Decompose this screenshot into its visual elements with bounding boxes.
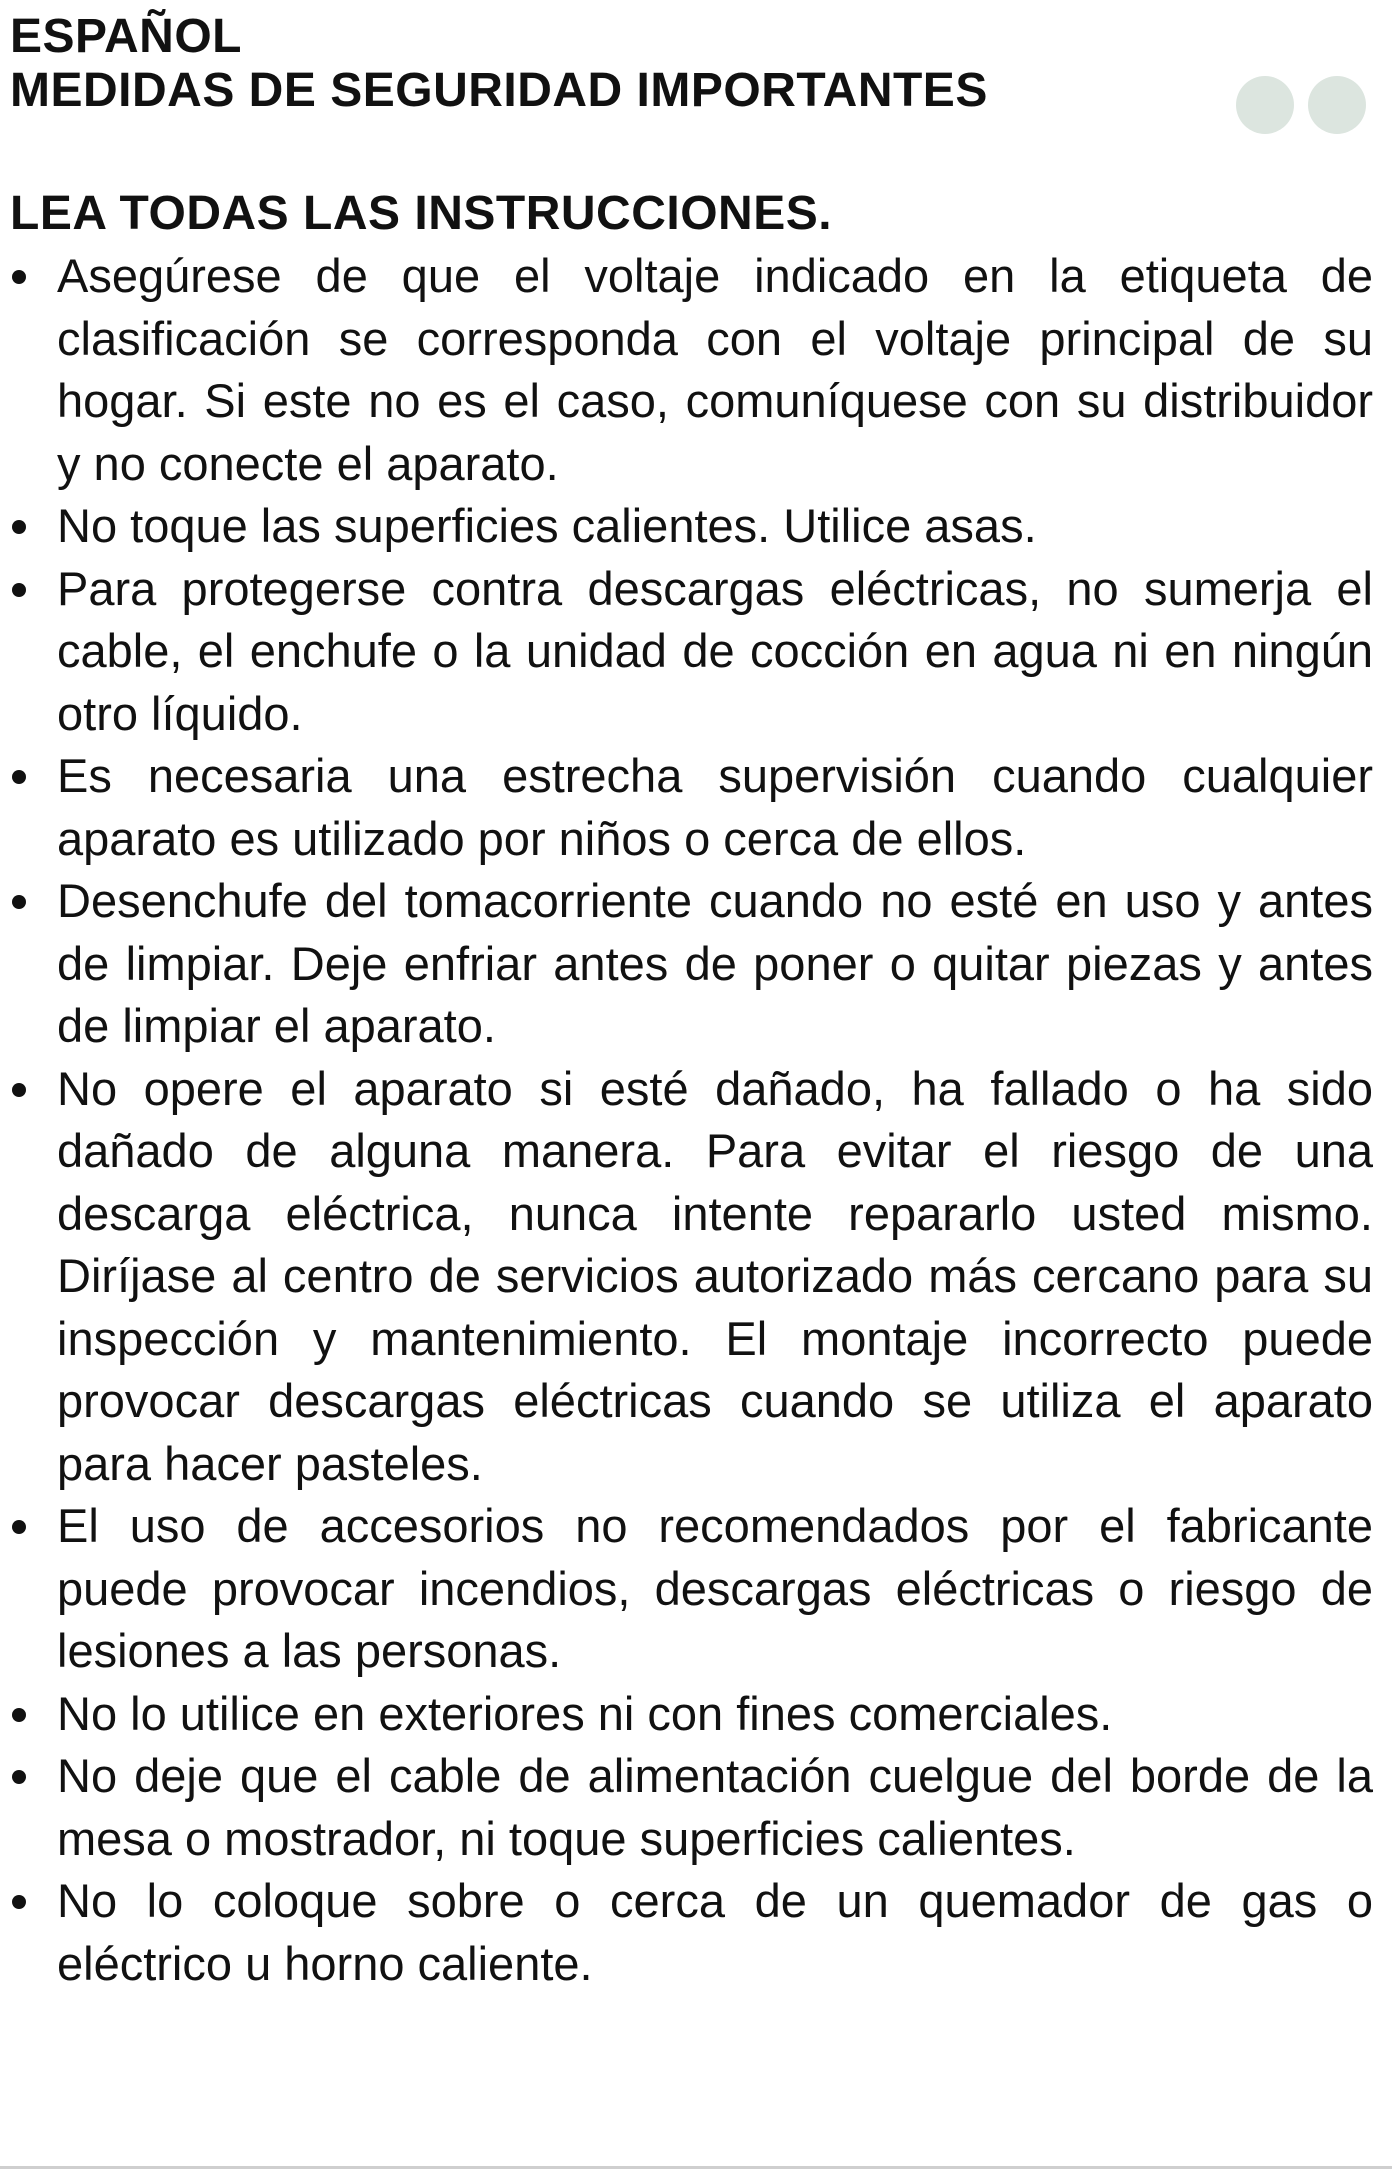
list-item [0,1683,1373,1746]
bullet-icon [12,1083,26,1097]
list-item [0,1745,1373,1870]
list-item-text: No opere el aparato si esté dañado, ha fallado o ha sido dañado de alguna manera. Para evitar el riesgo de una descarga eléctrica, nunca intente repararlo usted mismo. Diríjase al centro de servicios autorizado más cercano para su inspección y mantenimiento. El montaje incorrecto puede provocar descargas eléctricas cuando se utiliza el aparato para hacer pasteles. [57,1061,1373,1490]
bullet-icon [12,583,26,597]
list-item-text: Asegúrese de que el voltaje indicado en la etiqueta de clasificación se corresponda con el voltaje principal de su hogar. Si este no es el caso, comuníquese con su distribuidor y no conecte el aparato. [57,249,1373,490]
list-item [0,745,1373,870]
list-item-text: Para protegerse contra descargas eléctricas, no sumerja el cable, el enchufe o la unidad de cocción en agua ni en ningún otro líquido. [57,561,1373,740]
bullet-icon [12,1895,26,1909]
decorative-dot-icon [1236,76,1294,134]
decorative-dot-icon [1308,76,1366,134]
list-item-text: Es necesaria una estrecha supervisión cuando cualquier aparato es utilizado por niños o cerca de ellos. [57,749,1373,865]
list-item [0,870,1373,1058]
list-item [0,1058,1373,1496]
list-item-text: No toque las superficies calientes. Utilice asas. [57,499,1037,552]
decorative-dots [1236,76,1376,136]
bullet-icon [12,270,26,284]
bullet-icon [12,770,26,784]
list-item-text: No lo coloque sobre o cerca de un quemador de gas o eléctrico u horno caliente. [57,1874,1373,1990]
list-item-text: El uso de accesorios no recomendados por el fabricante puede provocar incendios, descargas eléctricas o riesgo de lesiones a las personas. [57,1499,1373,1677]
bullet-icon [12,520,26,534]
list-item [0,558,1373,746]
safety-instructions-list [0,245,1392,1995]
list-item [0,245,1373,495]
list-item-text: Desenchufe del tomacorriente cuando no esté en uso y antes de limpiar. Deje enfriar antes de poner o quitar piezas y antes de limpiar el aparato. [57,874,1373,1052]
list-item [0,495,1373,558]
list-item-text: No lo utilice en exteriores ni con fines comerciales. [57,1686,1113,1740]
bullet-icon [12,1520,26,1534]
list-item [0,1495,1373,1683]
footer-divider [0,2166,1392,2169]
list-item-text: No deje que el cable de alimentación cuelgue del borde de la mesa o mostrador, ni toque superficies calientes. [57,1749,1373,1865]
language-heading: ESPAÑOL [10,10,242,63]
bullet-icon [12,1708,26,1722]
list-item [0,1870,1373,1995]
bullet-icon [12,1770,26,1784]
section-heading: LEA TODAS LAS INSTRUCCIONES. [10,187,833,240]
page-title: MEDIDAS DE SEGURIDAD IMPORTANTES [10,64,988,117]
bullet-icon [12,895,26,909]
